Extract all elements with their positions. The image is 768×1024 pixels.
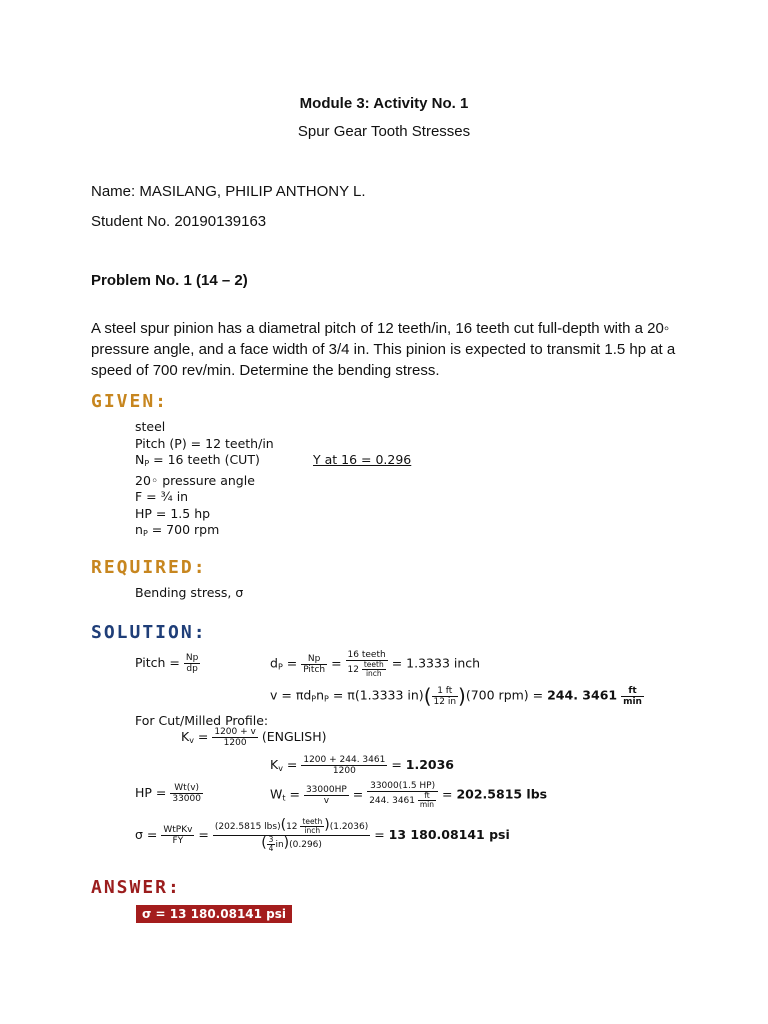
- problem-heading: Problem No. 1 (14 – 2): [91, 272, 248, 289]
- eq-kv-value: $K_v$ = $\frac{1200 + 244. 3461}{1200}$ = 1.2036: [270, 755, 455, 776]
- page-subtitle: Spur Gear Tooth Stresses: [297, 123, 471, 140]
- eq-kv-formula: $K_v$ = $\frac{1200 + v}{1200}$ (ENGLISH): [181, 727, 327, 748]
- solution-heading-text: SOLUTION:: [91, 622, 207, 643]
- given-material: steel: [135, 419, 166, 434]
- eq-wt: $W_t$ = $\frac{33000HP}{v}$ = 33000(1.5 HP) 244. 3461 $\frac{ft}{\min}$ = 202.5815 lbs: [270, 781, 548, 809]
- given-y-factor: Y at 16 = 0.296: [313, 452, 412, 467]
- answer-heading-text: ANSWER:: [91, 877, 181, 898]
- eq-velocity: $v = \pi d_Pn_P = \pi(1.3333$ in)( $\frac{1 ft}{12 in}$ )(700 rpm) = 244. 3461 $\frac{ft}{\min}$: [270, 684, 642, 708]
- answer-box: σ = 13 180.08141 psi: [136, 905, 292, 923]
- cut-profile-label: For Cut/Milled Profile:: [135, 713, 269, 728]
- answer-heading: [91, 878, 181, 898]
- given-pressure-angle: 20◦ pressure angle: [135, 472, 255, 488]
- given-face-width: F = ¾ in: [135, 489, 189, 504]
- given-speed: $n_P = 700$ rpm: [135, 522, 220, 538]
- eq-sigma: σ = $\frac{\text{WtPKv}}{FY}$ = (202.5815 lbs)(12 $\frac{\text{teeth}}{\text{inch}}$ )(1.2036) ( $\frac{3}{4}$ in)(0.296) = 13 180.08141 psi: [135, 817, 510, 853]
- solution-heading: [91, 623, 207, 643]
- eq-hp: HP = $\frac{Wt(v)}{33000}$: [135, 783, 201, 804]
- problem-text: A steel spur pinion has a diametral pitch of 12 teeth/in, 16 teeth cut full-depth with a 20◦ pressure angle, and a face width of 3/4 in. This pinion is expected to transmit 1.5 hp at a speed of 700 rev/min. Determine the bending stress.: [91, 320, 676, 379]
- given-list: [135, 419, 274, 543]
- given-heading-text: GIVEN:: [91, 391, 169, 412]
- eq-pitch: Pitch = $\frac{Np}{dp}$: [135, 653, 199, 674]
- given-pitch: Pitch (P) = 12 teeth/in: [135, 435, 274, 451]
- given-hp: HP = 1.5 hp: [135, 505, 211, 521]
- required-heading-text: REQUIRED:: [91, 557, 207, 578]
- student-name: Name: MASILANG, PHILIP ANTHONY L.: [91, 183, 366, 200]
- eq-dp: $d_P$ = $\frac{Np}{\text{Pitch}}$ = 16 teeth 12 $\frac{\text{teeth}}{\text{inch}}$ = 1.3333 inch: [270, 650, 481, 678]
- given-heading: [91, 392, 168, 412]
- given-teeth: $N_P = 16$ teeth (CUT): [135, 452, 260, 468]
- required-heading: [91, 558, 207, 578]
- page-title: Module 3: Activity No. 1: [299, 95, 469, 112]
- required-text: Bending stress, σ: [135, 585, 244, 600]
- student-number: Student No. 20190139163: [91, 213, 267, 230]
